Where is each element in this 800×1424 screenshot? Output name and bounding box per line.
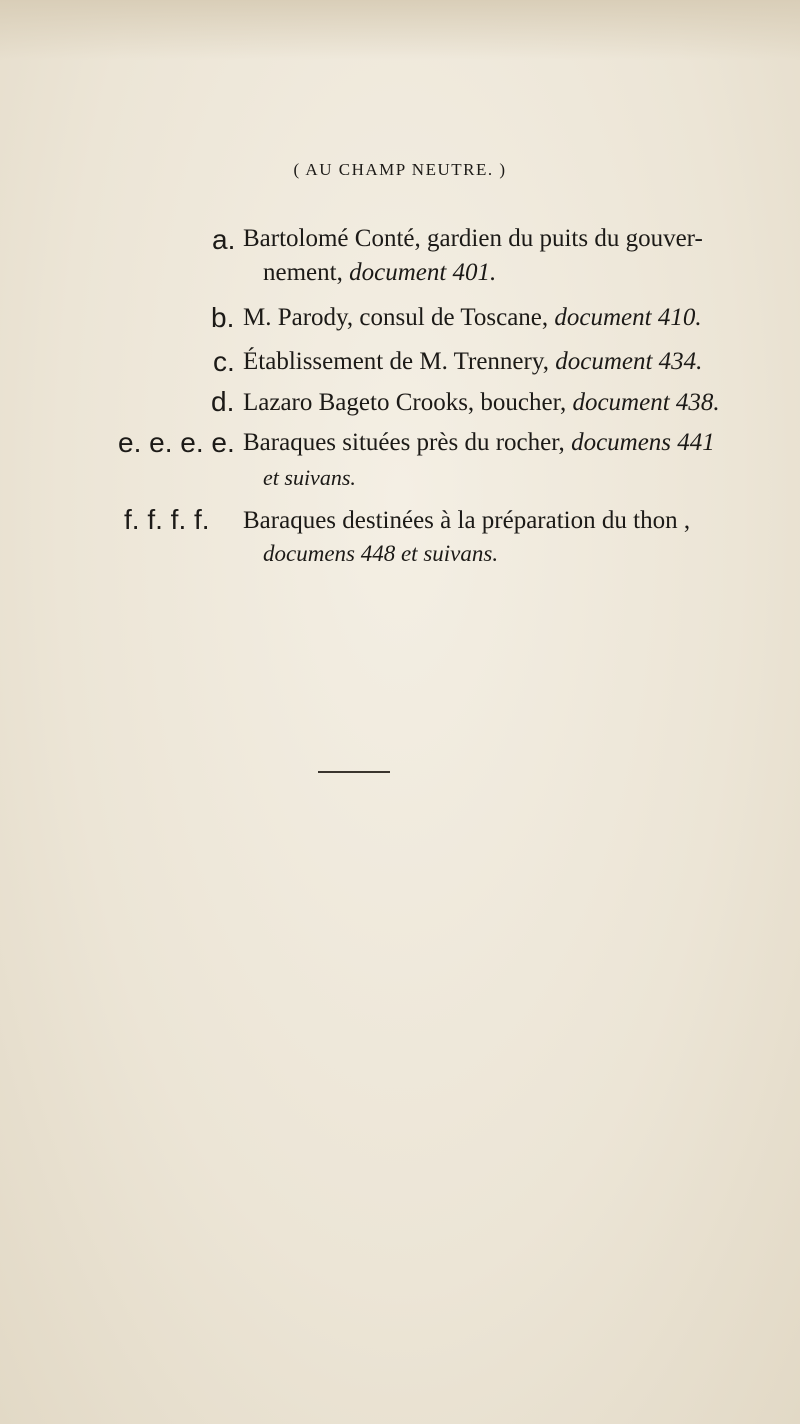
entry-marker-a: a.: [212, 224, 236, 255]
entry-marker-f: f. f. f. f.: [124, 504, 210, 535]
paper-stain: [0, 0, 800, 60]
entry-e-line1: Baraques situées près du rocher, documens 441: [243, 429, 715, 456]
entry-marker-c: c.: [213, 346, 235, 377]
entry-f-line1: Baraques destinées à la préparation du thon ,: [243, 507, 691, 534]
entry-marker-d: d.: [211, 386, 235, 417]
entry-e-line2: et suivans.: [263, 465, 356, 490]
entry-d-line1: Lazaro Bageto Crooks, boucher, document 438.: [243, 389, 720, 416]
entry-b-line1: M. Parody, consul de Toscane, document 410.: [243, 304, 702, 331]
entry-a-line2: nement, document 401.: [263, 259, 497, 286]
section-divider: [318, 771, 390, 773]
section-heading: ( AU CHAMP NEUTRE. ): [293, 160, 507, 179]
entry-marker-e: e. e. e. e.: [118, 427, 235, 458]
entry-a-line1: Bartolomé Conté, gardien du puits du gouver-: [243, 225, 703, 252]
entry-marker-b: b.: [211, 302, 235, 333]
entry-f-line2: documens 448 et suivans.: [263, 541, 499, 566]
entry-c-line1: Établissement de M. Trennery, document 434.: [243, 348, 703, 375]
